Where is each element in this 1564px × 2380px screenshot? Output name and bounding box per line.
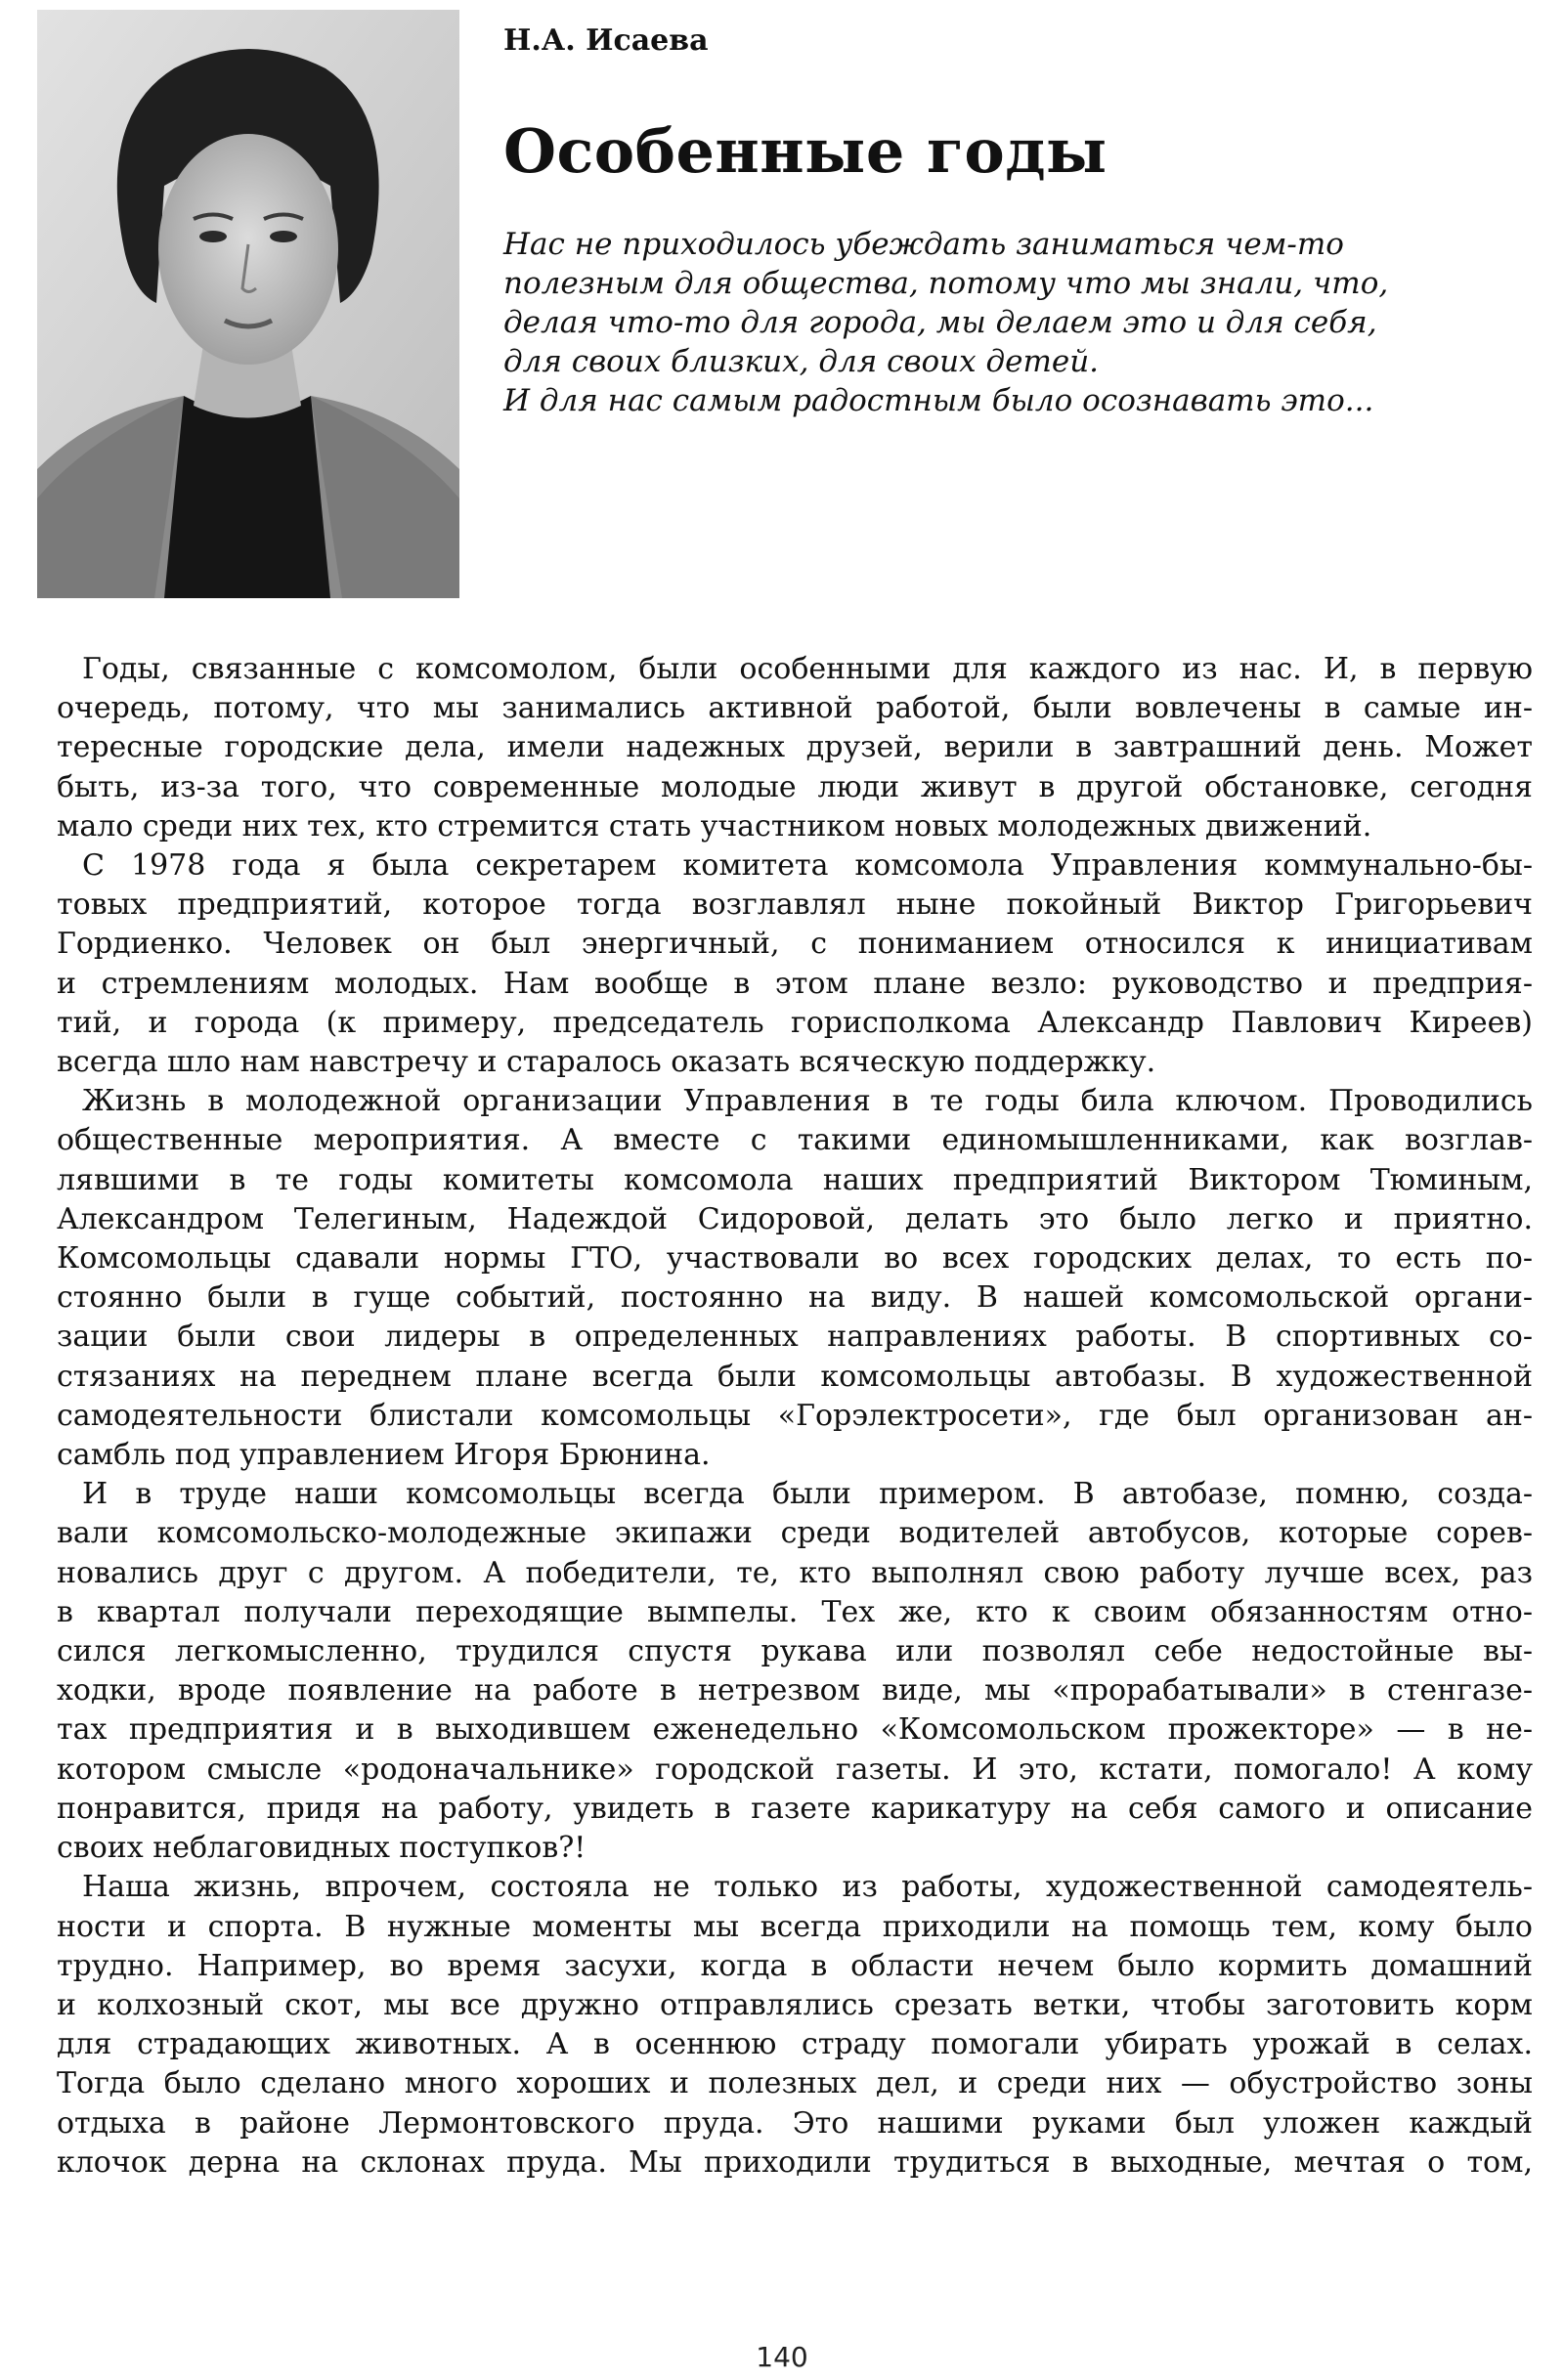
body-text-line: котором смысле «родоначальнике» городской газеты. И это, кстати, помогало! А кому [57, 1752, 1533, 1787]
body-text-line: самодеятельности блистали комсомольцы «Горэлектросети», где был организован ан- [57, 1398, 1533, 1433]
body-text-line: самбль под управлением Игоря Брюнина. [57, 1438, 711, 1473]
body-text-line: Жизнь в молодежной организации Управления в те годы била ключом. Проводились [82, 1084, 1533, 1119]
epigraph-line: для своих близких, для своих детей. [503, 344, 1100, 379]
body-text-line: всегда шло нам навстречу и старалось оказать всяческую поддержку. [57, 1045, 1156, 1080]
body-text-line: С 1978 года я была секретарем комитета комсомола Управления коммунально-бы- [82, 848, 1533, 884]
body-text-line: общественные мероприятия. А вместе с такими единомышленниками, как возглав- [57, 1123, 1533, 1158]
body-text-line: понравится, придя на работу, увидеть в газете карикатуру на себя самого и описание [57, 1791, 1533, 1826]
body-text-line: отдыха в районе Лермонтовского пруда. Это нашими руками был уложен каждый [57, 2105, 1533, 2141]
epigraph-line: делая что-то для города, мы делаем это и для себя, [503, 305, 1377, 340]
body-text-line: сился легкомысленно, трудился спустя рукава или позволял себе недостойные вы- [57, 1634, 1533, 1669]
article-title: Особенные годы [503, 115, 1108, 187]
page-number: 140 [756, 2341, 808, 2373]
body-text-line: тах предприятия и в выходившем еженедельно «Комсомольском прожекторе» — в не- [57, 1712, 1533, 1748]
body-text-line: вали комсомольско-молодежные экипажи среди водителей автобусов, которые сорев- [57, 1516, 1533, 1551]
body-text-line: тересные городские дела, имели надежных друзей, верили в завтрашний день. Может [57, 730, 1533, 765]
body-text-line: Наша жизнь, впрочем, состояла не только из работы, художественной самодеятель- [82, 1870, 1533, 1905]
epigraph-line: Нас не приходилось убеждать заниматься чем-то [503, 227, 1344, 262]
epigraph-line: полезным для общества, потому что мы знали, что, [503, 266, 1389, 301]
body-text-line: Гордиенко. Человек он был энергичный, с пониманием относился к инициативам [57, 927, 1533, 962]
epigraph-line: И для нас самым радостным было осознавать это... [503, 383, 1374, 418]
body-text-line: Годы, связанные с комсомолом, были особенными для каждого из нас. И, в первую [82, 652, 1533, 686]
body-text-line: стоянно были в гуще событий, постоянно на виду. В нашей комсомольской органи- [57, 1280, 1533, 1316]
body-text-line: очередь, потому, что мы занимались активной работой, были вовлечены в самые ин- [57, 691, 1533, 726]
body-text-line: товых предприятий, которое тогда возглавлял ныне покойный Виктор Григорьевич [57, 887, 1533, 923]
body-text-line: и стремлениям молодых. Нам вообще в этом плане везло: руководство и предприя- [57, 966, 1533, 1001]
body-text-line: трудно. Например, во время засухи, когда в области нечем было кормить домашний [57, 1948, 1533, 1983]
body-text-line: своих неблаговидных поступков?! [57, 1831, 586, 1866]
body-text-line: новались друг с другом. А победители, те, кто выполнял свою работу лучше всех, раз [57, 1555, 1533, 1590]
body-text-line: И в труде наши комсомольцы всегда были примером. В автобазе, помню, созда- [82, 1477, 1533, 1512]
body-text-line: ходки, вроде появление на работе в нетрезвом виде, мы «прорабатывали» в стенгазе- [57, 1673, 1533, 1709]
body-text-line: быть, из-за того, что современные молодые люди живут в другой обстановке, сегодня [57, 769, 1533, 804]
body-text-line: ности и спорта. В нужные моменты мы всегда приходили на помощь тем, кому было [57, 1909, 1533, 1944]
body-text-line: стязаниях на переднем плане всегда были комсомольцы автобазы. В художественной [57, 1359, 1533, 1394]
body-text-line: мало среди них тех, кто стремится стать участником новых молодежных движений. [57, 808, 1372, 844]
body-text-line: зации были свои лидеры в определенных направлениях работы. В спортивных со- [57, 1320, 1533, 1355]
author-portrait-photo [37, 10, 459, 598]
body-text-line: Александром Телегиным, Надеждой Сидоровой, делать это было легко и приятно. [57, 1201, 1533, 1236]
body-text-line: Тогда было сделано много хороших и полезных дел, и среди них — обустройство зоны [57, 2066, 1533, 2101]
body-text-line: Комсомольцы сдавали нормы ГТО, участвовали во всех городских делах, то есть по- [57, 1241, 1533, 1277]
body-text-line: и колхозный скот, мы все дружно отправлялись срезать ветки, чтобы заготовить корм [57, 1987, 1533, 2022]
body-text-line: лявшими в те годы комитеты комсомола наших предприятий Виктором Тюминым, [57, 1162, 1533, 1197]
body-text-line: тий, и города (к примеру, председатель горисполкома Александр Павлович Киреев) [57, 1005, 1533, 1040]
body-text-line: в квартал получали переходящие вымпелы. Тех же, кто к своим обязанностям отно- [57, 1594, 1533, 1629]
body-text-line: клочок дерна на склонах пруда. Мы приходили трудиться в выходные, мечтая о том, [57, 2144, 1533, 2180]
epigraph [503, 225, 1500, 420]
author-name: Н.А. Исаева [503, 23, 709, 58]
article-body [57, 650, 1533, 2183]
body-text-line: для страдающих животных. А в осеннюю страду помогали убирать урожай в селах. [57, 2027, 1533, 2062]
